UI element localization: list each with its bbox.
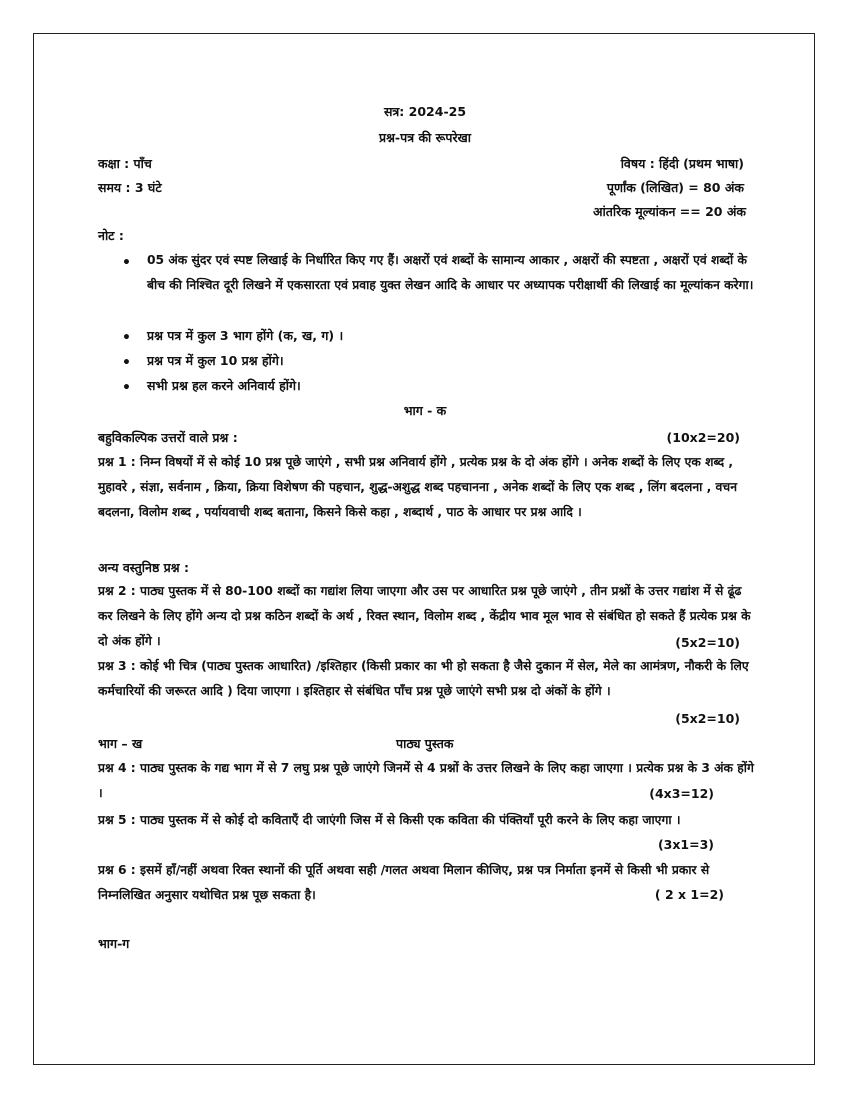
question-6-text: प्रश्न 6 : इसमें हाँ/नहीं अथवा रिक्त स्थानों की पूर्ति अथवा सही /गलत अथवा मिलान कीजिए, प्रश्न पत्र निर्माता इनमें से किसी भी प्रकार से निम्नलिखित अनुसार यथोचित प्रश्न पूछ सकता है। [98,863,710,903]
note-label: नोट : [98,228,124,243]
internal-assessment-label: आंतरिक मूल्यांकन == 20 अंक [593,204,746,219]
note-item-parts: प्रश्न पत्र में कुल 3 भाग होंगे (क, ख, ग) । [147,328,344,343]
question-5-marks: (3x1=3) [657,837,714,852]
session-label: सत्र: 2024-25 [383,104,467,119]
question-2-text: प्रश्न 2 : पाठ्य पुस्तक में से 80-100 शब्दों का गद्यांश लिया जाएगा और उस पर आधारित प्रश्न पूछे जाएंगे , तीन प्रश्नों के उत्तर गद्यांश में से ढूंढ कर लिखने के लिए होंगे अन्य दो प्रश्न कठिन शब्दों के अर्थ , रिक्त स्थान, विलोम शब्द , केंद्रीय भाव मूल भाव से संबंधित हो सकते हैं प्रत्येक प्रश्न के दो अंक होंगे । [98,584,751,649]
time-label: समय : 3 घंटे [98,180,162,195]
class-label: कक्षा : पाँच [98,156,152,171]
part-b-subheading: पाठ्य पुस्तक [396,736,454,751]
full-marks-label: पूर्णांक (लिखित) = 80 अंक [606,180,744,195]
bullet-icon: • [122,255,131,271]
question-3-text: प्रश्न 3 : कोई भी चित्र (पाठ्य पुस्तक आधारित) /इश्तिहार (किसी प्रकार का भी हो सकता है जैसे दुकान में सेल, मेले का आमंत्रण, नौकरी के लिए कर्मचारियों की जरूरत आदि ) दिया जाएगा । इश्तिहार से संबंधित पाँच प्रश्न पूछे जाएंगे सभी प्रश्न दो अंकों के होंगे । [98,659,749,699]
bullet-icon: • [122,330,131,346]
note-item-questions: प्रश्न पत्र में कुल 10 प्रश्न होंगे। [147,353,284,368]
question-3-marks: (5x2=10) [675,711,740,726]
mcq-marks: (10x2=20) [666,430,740,445]
question-5-text: प्रश्न 5 : पाठ्य पुस्तक में से कोई दो कविताएँ दी जाएंगी जिस में से किसी एक कविता की पंक्तियाँ पूरी करने के लिए कहा जाएगा । [98,813,681,827]
objective-heading: अन्य वस्तुनिष्ठ प्रश्न : [98,560,189,575]
question-4-marks: (4x3=12) [649,786,714,801]
subject-label: विषय : हिंदी (प्रथम भाषा) [620,156,744,171]
question-2-marks: (5x2=10) [675,635,740,650]
question-6-marks: ( 2 x 1=2) [654,887,724,902]
question-2 [98,579,758,655]
bullet-icon: • [122,380,131,396]
part-b-heading: भाग – ख [98,736,143,751]
note-item-compulsory: सभी प्रश्न हल करने अनिवार्य होंगे। [147,378,301,393]
mcq-heading: बहुविकल्पिक उत्तरों वाले प्रश्न : [98,430,238,445]
part-a-heading: भाग - क [403,403,447,418]
question-4-text: प्रश्न 4 : पाठ्य पुस्तक के गद्य भाग में से 7 लघु प्रश्न पूछे जाएंगे जिनमें से 4 प्रश्नों के उत्तर लिखने के लिए कहा जाएगा । प्रत्येक प्रश्न के 3 अंक होंगे । [98,761,754,801]
bullet-icon: • [122,355,131,371]
part-c-heading: भाग-ग [98,936,130,951]
question-5 [98,808,758,833]
document-title: प्रश्न-पत्र की रूपरेखा [378,130,472,145]
question-1: प्रश्न 1 : निम्न विषयों में से कोई 10 प्रश्न पूछे जाएंगे , सभी प्रश्न अनिवार्य होंगे , प्रत्येक प्रश्न के दो अंक होंगे । अनेक शब्दों के लिए एक शब्द , मुहावरे , संज्ञा, सर्वनाम , क्रिया, क्रिया विशेषण की पहचान, शुद्ध-अशुद्ध शब्द पहचानना , अनेक शब्दों के लिए एक शब्द , लिंग बदलना , वचन बदलना, विलोम शब्द , पर्यायवाची शब्द बताना, किसने किसे कहा , शब्दार्थ , पाठ के आधार पर प्रश्न आदि । [98,455,738,520]
question-3 [98,654,758,704]
note-item-handwriting: 05 अंक सुंदर एवं स्पष्ट लिखाई के निर्धारित किए गए हैं। अक्षरों एवं शब्दों के सामान्य आकार , अक्षरों की स्पष्टता , अक्षरों एवं शब्दों के बीच की निश्चित दूरी लिखने में एकसारता एवं प्रवाह युक्त लेखन आदि के आधार पर अध्यापक परीक्षार्थी की लिखाई का मूल्यांकन करेगा। [147,253,754,292]
